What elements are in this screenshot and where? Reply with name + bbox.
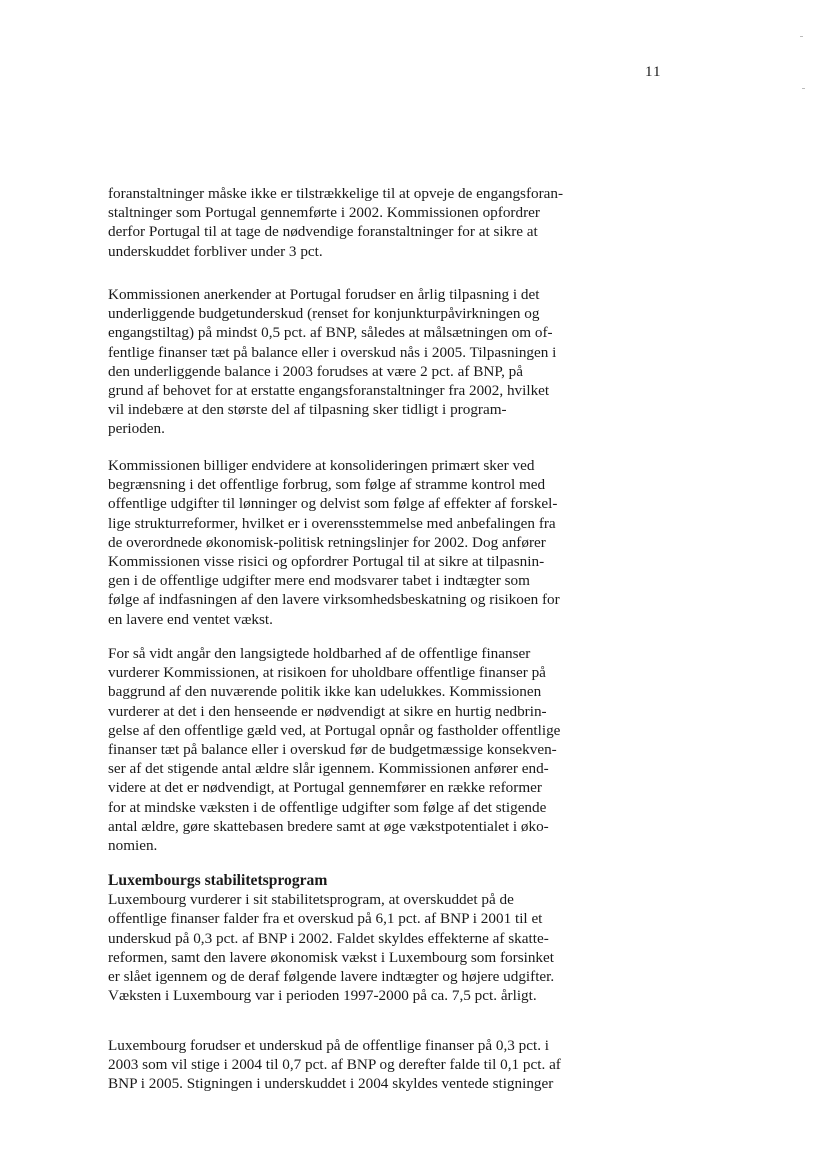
text-line: ser af det stigende antal ældre slår igennem. Kommissionen anfører end- xyxy=(108,760,549,778)
text-line: finanser tæt på balance eller i overskud før de budgetmæssige konsekven- xyxy=(108,741,557,759)
text-line: antal ældre, gøre skattebasen bredere samt at øge vækstpotentialet i øko- xyxy=(108,817,549,835)
text-line: de overordnede økonomisk-politisk retningslinjer for 2002. Dog anfører xyxy=(108,533,546,551)
section-heading: Luxembourgs stabilitetsprogram xyxy=(108,872,328,889)
text-line: Kommissionen visse risici og opfordrer Portugal til at sikre at tilpasnin- xyxy=(108,553,545,571)
text-line: 2003 som vil stige i 2004 til 0,7 pct. af BNP og derefter falde til 0,1 pct. af xyxy=(108,1056,561,1074)
scan-speck xyxy=(800,36,803,37)
text-line: reformen, samt den lavere økonomisk vækst i Luxembourg som forsinket xyxy=(108,948,554,966)
text-line: offentlige finanser falder fra et overskud på 6,1 pct. af BNP i 2001 til et xyxy=(108,910,543,928)
text-line: for at mindske væksten i de offentlige udgifter som følge af det stigende xyxy=(108,798,547,816)
text-line: vurderer Kommissionen, at risikoen for uholdbare offentlige finanser på xyxy=(108,664,546,682)
paragraph-3 xyxy=(108,456,648,629)
text-line: underskuddet forbliver under 3 pct. xyxy=(108,242,323,260)
text-line: den underliggende balance i 2003 forudses at være 2 pct. af BNP, på xyxy=(108,362,524,380)
text-line: begrænsning i det offentlige forbrug, som følge af stramme kontrol med xyxy=(108,476,546,494)
text-line: er slået igennem og de deraf følgende lavere indtægter og højere udgifter. xyxy=(108,968,555,986)
scan-speck xyxy=(802,88,805,89)
text-line: staltninger som Portugal gennemførte i 2002. Kommissionen opfordrer xyxy=(108,204,540,222)
text-line: baggrund af den nuværende politik ikke kan udelukkes. Kommissionen xyxy=(108,683,542,701)
text-line: Luxembourg forudser et underskud på de offentlige finanser på 0,3 pct. i xyxy=(108,1037,550,1054)
page-number: 11 xyxy=(645,64,662,80)
text-line: grund af behovet for at erstatte engangsforanstaltninger fra 2002, hvilket xyxy=(108,382,550,400)
paragraph-2 xyxy=(108,285,648,439)
paragraph-1 xyxy=(108,184,648,261)
text-line: BNP i 2005. Stigningen i underskuddet i 2004 skyldes ventede stigninger xyxy=(108,1075,554,1093)
text-line: en lavere end ventet vækst. xyxy=(108,610,273,628)
text-line: fentlige finanser tæt på balance eller i overskud nås i 2005. Tilpasningen i xyxy=(108,343,557,361)
text-line: gelse af den offentlige gæld ved, at Portugal opnår og fastholder offentlige xyxy=(108,721,561,739)
paragraph-6 xyxy=(108,1036,648,1094)
text-line: videre at det er nødvendigt, at Portugal gennemfører en række reformer xyxy=(108,779,542,797)
text-line: perioden. xyxy=(108,420,165,438)
paragraph-4 xyxy=(108,644,648,855)
text-line: gen i de offentlige udgifter mere end modsvarer tabet i indtægter som xyxy=(108,572,530,590)
section-luxembourg xyxy=(108,871,648,1005)
text-line: følge af indfasningen af den lavere virksomhedsbeskatning og risikoen for xyxy=(108,591,560,609)
text-line: derfor Portugal til at tage de nødvendige foranstaltninger for at sikre at xyxy=(108,223,538,241)
text-line: Væksten i Luxembourg var i perioden 1997-2000 på ca. 7,5 pct. årligt. xyxy=(108,987,537,1005)
text-line: engangstiltag) på mindst 0,5 pct. af BNP, således at målsætningen om of- xyxy=(108,324,553,342)
text-line: underliggende budgetunderskud (renset for konjunkturpåvirkningen og xyxy=(108,305,540,323)
text-line: nomien. xyxy=(108,837,158,855)
text-line: offentlige udgifter til lønninger og delvist som følge af effekter af forskel- xyxy=(108,495,558,513)
text-line: Kommissionen billiger endvidere at konsolideringen primært sker ved xyxy=(108,457,535,474)
text-line: foranstaltninger måske ikke er tilstrækkelige til at opveje de engangsforan- xyxy=(108,185,564,202)
text-line: Kommissionen anerkender at Portugal forudser en årlig tilpasning i det xyxy=(108,286,540,303)
text-line: vurderer at det i den henseende er nødvendigt at sikre en hurtig nedbrin- xyxy=(108,702,547,720)
text-line: Luxembourg vurderer i sit stabilitetsprogram, at overskuddet på de xyxy=(108,891,514,909)
text-line: vil indebære at den største del af tilpasning sker tidligt i program- xyxy=(108,401,507,419)
text-line: lige strukturreformer, hvilket er i overensstemmelse med anbefalingen fra xyxy=(108,514,556,532)
text-line: For så vidt angår den langsigtede holdbarhed af de offentlige finanser xyxy=(108,645,531,662)
text-line: underskud på 0,3 pct. af BNP i 2002. Faldet skyldes effekterne af skatte- xyxy=(108,929,549,947)
